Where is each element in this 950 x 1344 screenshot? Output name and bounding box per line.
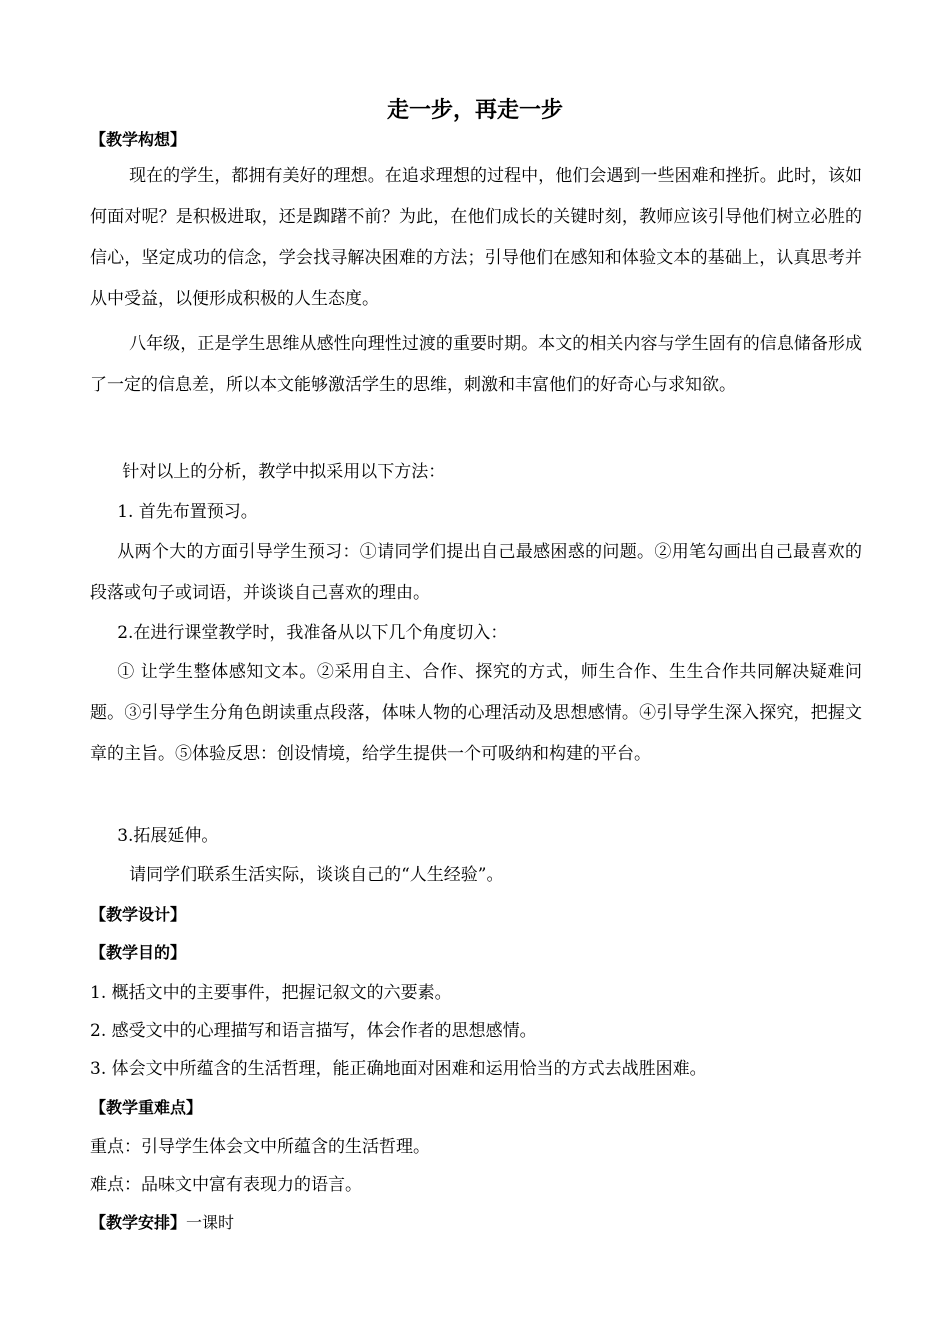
arrangement-heading-label: 【教学安排】 (90, 1213, 187, 1232)
difficult-point: 难点：品味文中富有表现力的语言。 (90, 1175, 362, 1195)
section-heading-design: 【教学设计】 (90, 905, 187, 924)
concept-paragraph-2: 八年级，正是学生思维从感性向理性过渡的重要时期。本文的相关内容与学生固有的信息储备形成了一定的信息差，所以本文能够激活学生的思维，刺激和丰富他们的好奇心与求知欲。 (90, 334, 862, 395)
document-title: 走一步，再走一步 (386, 98, 563, 123)
method-3-title: 3.拓展延伸。 (117, 826, 219, 846)
method-1-body: 从两个大的方面引导学生预习：①请同学们提出自己最感困惑的问题。②用笔勾画出自己最喜欢的段落或句子或词语，并谈谈自己喜欢的理由。 (90, 542, 862, 603)
concept-paragraph-3: 针对以上的分析，教学中拟采用以下方法： (122, 462, 446, 482)
method-2-body: ① 让学生整体感知文本。②采用自主、合作、探究的方式，师生合作、生生合作共同解决疑难问题。③引导学生分角色朗读重点段落，体味人物的心理活动及思想感情。④引导学生深入探究，把握文章的主旨。⑤体验反思：创设情境，给学生提供一个可吸纳和构建的平台。 (90, 662, 862, 764)
goal-item-2: 2. 感受文中的心理描写和语言描写，体会作者的思想感情。 (90, 1021, 537, 1041)
section-heading-concept: 【教学构想】 (90, 130, 187, 149)
section-heading-key-points: 【教学重难点】 (90, 1098, 203, 1117)
method-2-title: 2.在进行课堂教学时，我准备从以下几个角度切入： (117, 623, 508, 643)
goal-item-1: 1. 概括文中的主要事件，把握记叙文的六要素。 (90, 983, 452, 1003)
concept-paragraph-1: 现在的学生，都拥有美好的理想。在追求理想的过程中，他们会遇到一些困难和挫折。此时，该如何面对呢？是积极进取，还是踟躇不前？为此，在他们成长的关键时刻，教师应该引导他们树立必胜的信心，坚定成功的信念，学会找寻解决困难的方法；引导他们在感知和体验文本的基础上，认真思考并从中受益，以便形成积极的人生态度。 (90, 166, 862, 309)
method-3-body: 请同学们联系生活实际，谈谈自己的“人生经验”。 (129, 865, 504, 885)
method-1-title: 1. 首先布置预习。 (117, 502, 258, 522)
key-point: 重点：引导学生体会文中所蕴含的生活哲理。 (90, 1137, 430, 1157)
section-heading-goals: 【教学目的】 (90, 943, 187, 962)
section-heading-arrangement (90, 1211, 234, 1235)
goal-item-3: 3. 体会文中所蕴含的生活哲理，能正确地面对困难和运用恰当的方式去战胜困难。 (90, 1059, 707, 1079)
arrangement-value: 一课时 (186, 1213, 235, 1232)
